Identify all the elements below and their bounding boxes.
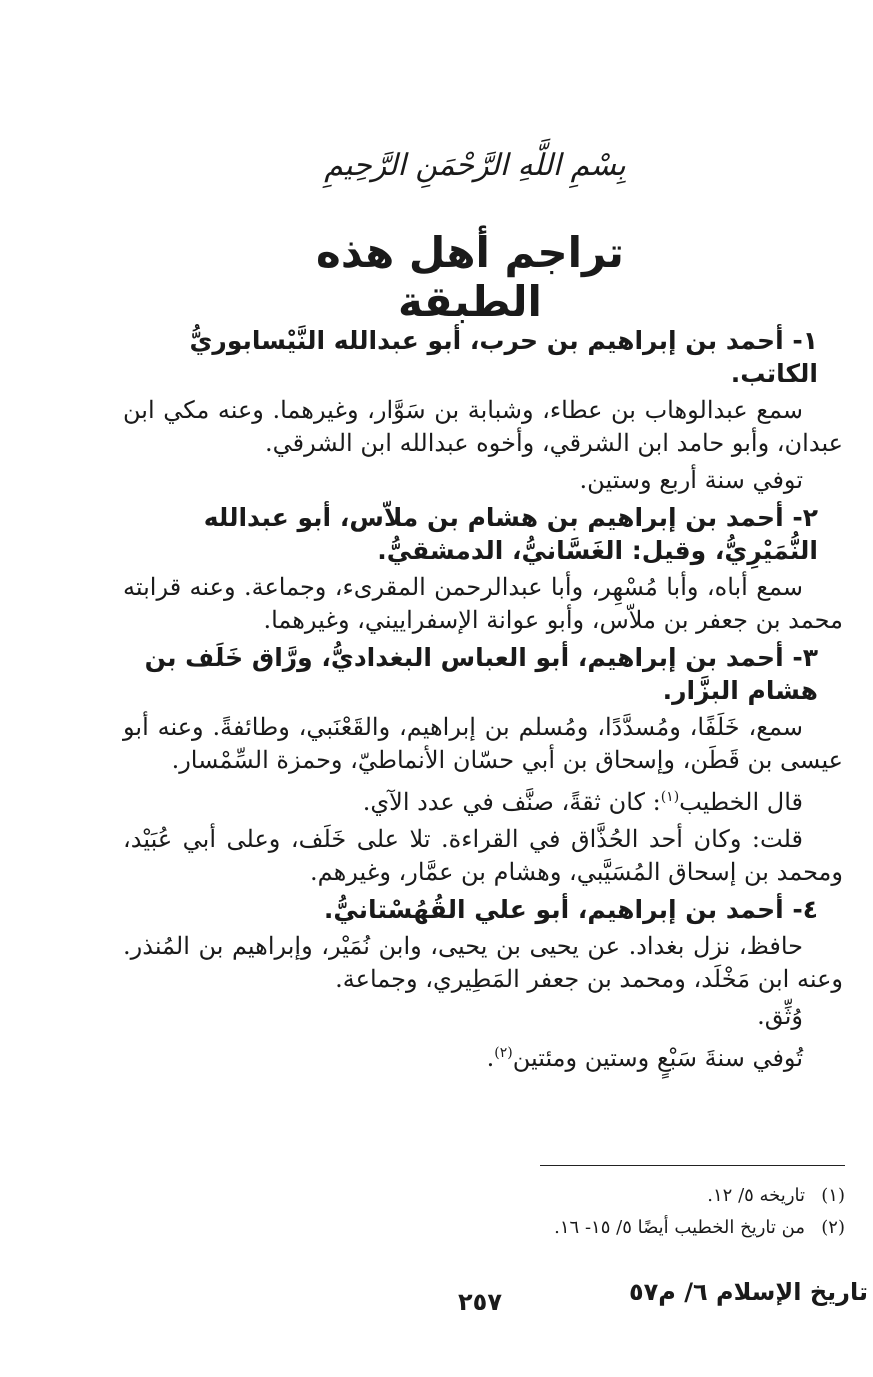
running-title: تاريخ الإسلام ٦/ م٥٧ xyxy=(628,1278,868,1306)
entry-paragraph: توفي سنة أربع وستين. xyxy=(579,466,803,494)
entry-paragraph xyxy=(123,1037,843,1075)
entry-heading: ٣- أحمد بن إبراهيم، أبو العباس البغداديُّ، ورَّاق خَلَف بن هشام البزَّار. xyxy=(144,643,818,705)
footnote-text: من تاريخ الخطيب أيضًا ٥/ ١٥- ١٦. xyxy=(554,1217,805,1238)
footnote-divider xyxy=(540,1165,845,1166)
death-note: تُوفي سنةَ سَبْعٍ وستين ومئتين xyxy=(512,1044,803,1072)
footnote-text: تاريخه ٥/ ١٢. xyxy=(707,1185,805,1206)
footnote-number: (١) xyxy=(821,1185,845,1206)
footnote-ref-1[interactable]: (١) xyxy=(660,789,680,805)
basmala: بِسْمِ اللَّهِ الرَّحْمَنِ الرَّحِيمِ xyxy=(324,148,626,183)
footnote-1 xyxy=(245,1180,845,1212)
entry-paragraph: سمع عبدالوهاب بن عطاء، وشبابة بن سَوَّار، وغيرهما. وعنه مكي ابن عبدان، وأبو حامد ابن الشرقي، وأخوه عبدالله ابن الشرقي. xyxy=(123,396,843,457)
entry-heading: ٢- أحمد بن إبراهيم بن هشام بن ملاّس، أبو عبدالله النُّمَيْرِيُّ، وقيل: الغَسَّانيُّ، الدمشقيُّ. xyxy=(203,503,818,565)
entry-paragraph xyxy=(123,781,843,819)
entry-1 xyxy=(123,324,843,497)
footnote-2 xyxy=(245,1212,845,1244)
entry-paragraph: سمع أباه، وأبا مُسْهِر، وأبا عبدالرحمن المقرىء، وجماعة. وعنه قرابته محمد بن جعفر بن ملاّس، وأبو عوانة الإسفراييني، وغيرهما. xyxy=(123,573,843,634)
entry-paragraph: وُثِّق. xyxy=(757,1002,803,1030)
footnote-ref-2[interactable]: (٢) xyxy=(494,1045,513,1061)
entry-2 xyxy=(123,501,843,637)
entry-4 xyxy=(123,893,843,1075)
entry-heading: ٤- أحمد بن إبراهيم، أبو علي القُهُسْتانيُّ. xyxy=(323,895,818,924)
quote-text: : كان ثقةً، صنَّف في عدد الآي. xyxy=(362,788,661,816)
entry-paragraph: قلت: وكان أحد الحُذَّاق في القراءة. تلا على خَلَف، وعلى أبي عُبَيْد، ومحمد بن إسحاق المُسَيَّبي، وهشام بن عمَّار، وغيرهم. xyxy=(123,825,843,886)
death-note-end: . xyxy=(486,1044,495,1072)
entry-heading: ١- أحمد بن إبراهيم بن حرب، أبو عبدالله النَّيْسابوريُّ الكاتب. xyxy=(189,326,818,388)
footnote-number: (٢) xyxy=(821,1217,845,1238)
biographies-body xyxy=(123,322,843,1079)
section-title: تراجم أهل هذه الطبقة xyxy=(316,228,624,326)
page-number: ٢٥٧ xyxy=(458,1288,502,1316)
entry-paragraph: سمع، خَلَفًا، ومُسدَّدًا، ومُسلم بن إبراهيم، والقَعْنَبي، وطائفةً. وعنه أبو عيسى بن قَطَن، وإسحاق بن أبي حسّان الأنماطيّ، وحمزة السِّمْسار. xyxy=(123,713,843,774)
footnotes xyxy=(245,1180,845,1244)
entry-3 xyxy=(123,641,843,889)
entry-paragraph: حافظ، نزل بغداد. عن يحيى بن يحيى، وابن نُمَيْر، وإبراهيم بن المُنذر. وعنه ابن مَخْلَد، ومحمد بن جعفر المَطِيري، وجماعة. xyxy=(123,932,843,993)
quote-intro: قال الخطيب xyxy=(679,788,803,816)
